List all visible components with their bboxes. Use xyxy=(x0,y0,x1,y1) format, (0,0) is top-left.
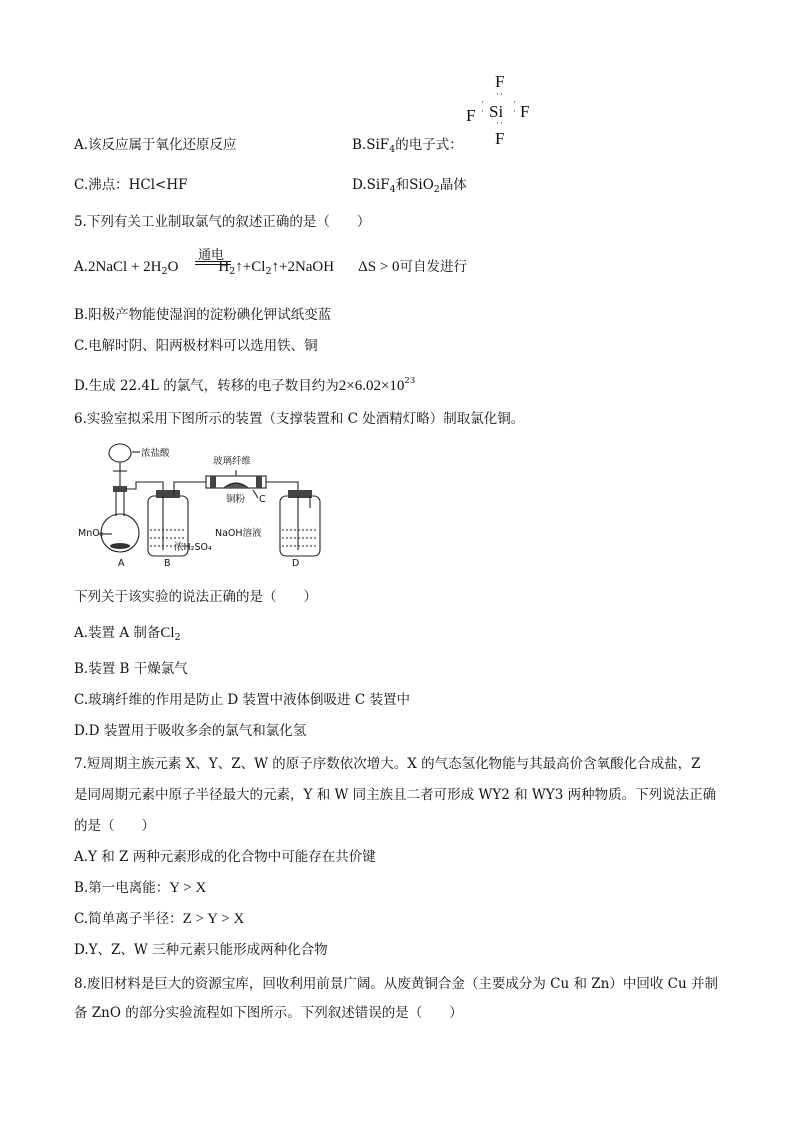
q6-stem: 6.实验室拟采用下图所示的装置（支撑装置和 C 处酒精灯略）制取氯化铜。 xyxy=(74,411,525,427)
q5-option-a-tail: 可自发进行 xyxy=(399,259,468,275)
q4-option-d-mid: 和SiO xyxy=(395,177,434,193)
q6-option-b: B.装置 B 干燥氯气 xyxy=(74,661,188,677)
q4-option-d-sub1: 4 xyxy=(389,184,396,195)
q7-stem-line2: 是同周期元素中原子半径最大的元素，Y 和 W 同主族且二者可形成 WY2 和 WY3 两种物质。下列说法正确 xyxy=(74,787,717,803)
q5-delta-s: ΔS > 0 xyxy=(358,259,400,275)
label-a: A xyxy=(118,558,125,569)
label-d: D xyxy=(292,558,300,569)
q5-eq-right2-sub: 2 xyxy=(265,266,272,277)
q7-option-c xyxy=(74,909,244,929)
label-b: B xyxy=(164,558,171,569)
q7-option-b xyxy=(74,878,206,898)
lewis-si: Si xyxy=(489,102,504,121)
q5-option-c: C.电解时阴、阳两极材料可以选用铁、铜 xyxy=(74,338,318,354)
lewis-dots-left: · · xyxy=(481,97,485,116)
q5-option-d xyxy=(74,371,415,396)
lewis-dots-top: ·· xyxy=(496,89,504,99)
q5-option-b: B.阳极产物能使湿润的淀粉碘化钾试纸变蓝 xyxy=(74,307,332,323)
label-conc-hcl: 浓盐酸 xyxy=(141,448,170,459)
lewis-f-left: F xyxy=(466,106,476,125)
q4-option-d-sub2: 2 xyxy=(433,184,440,195)
q6-option-a xyxy=(74,623,181,648)
label-c: C xyxy=(259,494,266,505)
q7-option-d: D.Y、Z、W 三种元素只能形成两种化合物 xyxy=(74,942,328,958)
q5-option-d-value: 2×6.02×10 xyxy=(338,378,405,394)
q5-option-d-prefix: D.生成 22.4L 的氯气，转移的电子数目约为 xyxy=(74,378,339,394)
q5-eq-right1-sub: 2 xyxy=(229,266,236,277)
lewis-f-top: F xyxy=(495,72,505,91)
q5-eq-left-tail: O xyxy=(167,259,179,275)
q4-option-d-suffix: 晶体 xyxy=(439,177,467,193)
q5-eq-left-sub: 2 xyxy=(161,266,168,277)
lewis-f-bottom: F xyxy=(495,129,505,148)
label-glass-fiber: 玻璃纤维 xyxy=(213,456,252,467)
q5-option-a-label: A. xyxy=(74,259,89,275)
q5-option-d-exp: 23 xyxy=(404,376,416,386)
q4-option-c: C.沸点：HCl<HF xyxy=(74,177,188,193)
q7-stem-line1: 7.短周期主族元素 X、Y、Z、W 的原子序数依次增大。X 的气态氢化物能与其最高价含氧酸化合成盐，Z xyxy=(74,756,701,772)
q6-option-a-sub: 2 xyxy=(174,632,181,643)
q8-stem-line2: 备 ZnO 的部分实验流程如下图所示。下列叙述错误的是（ ） xyxy=(74,1005,463,1021)
q4-option-b-suffix: 的电子式： xyxy=(395,137,463,153)
lewis-f-right: F xyxy=(520,102,530,121)
q6-option-c: C.玻璃纤维的作用是防止 D 装置中液体倒吸进 C 装置中 xyxy=(74,692,410,708)
q4-option-a: A.该反应属于氧化还原反应 xyxy=(74,137,237,153)
q5-stem: 5.下列有关工业制取氯气的叙述正确的是（ ） xyxy=(74,214,371,230)
q7-option-a: A.Y 和 Z 两种元素形成的化合物中可能存在共价键 xyxy=(74,849,376,865)
q5-option-a xyxy=(74,257,467,282)
q5-eq-right2: ↑+Cl xyxy=(235,259,266,275)
bottle-d xyxy=(280,496,320,556)
q6-option-a-formula: Cl xyxy=(160,625,175,641)
q7-option-c-prefix: C.简单离子半径： xyxy=(74,911,183,927)
q7-option-b-formula: Y > X xyxy=(169,880,207,896)
q6-option-d: D.D 装置用于吸收多余的氯气和氯化氢 xyxy=(74,723,307,739)
lewis-dots-bottom: ·· xyxy=(496,118,504,128)
funnel-bulb xyxy=(109,444,131,462)
label-naoh: NaOH溶液 xyxy=(215,528,262,539)
q7-stem-line3: 的是（ ） xyxy=(74,818,155,834)
q5-eq-left: 2NaCl + 2H xyxy=(88,259,162,275)
q4-option-d-prefix: D.SiF xyxy=(352,177,390,193)
q6-apparatus-figure xyxy=(78,438,338,572)
label-mno2: MnO₂ xyxy=(78,528,104,539)
q7-option-c-formula: Z > Y > X xyxy=(182,911,245,927)
q5-eq-condition: 通电 xyxy=(198,248,225,263)
q4-option-b-prefix: B.SiF xyxy=(352,137,390,153)
lewis-dots-right: · · xyxy=(513,97,517,116)
q5-eq-right1: H xyxy=(218,259,230,275)
q4-option-d xyxy=(352,175,467,200)
q8-stem-line1: 8.废旧材料是巨大的资源宝库，回收利用前景广阔。从废黄铜合金（主要成分为 Cu 和 Zn）中回收 Cu 并制 xyxy=(74,976,718,992)
q4-option-b xyxy=(352,135,463,160)
q6-option-a-prefix: A.装置 A 制备 xyxy=(74,625,161,641)
q7-option-b-prefix: B.第一电离能： xyxy=(74,880,170,896)
label-h2so4: 浓H₂SO₄ xyxy=(174,542,212,553)
q4-option-b-sub: 4 xyxy=(389,144,396,155)
label-copper: 铜粉 xyxy=(226,494,246,505)
sif4-lewis-structure xyxy=(462,72,542,152)
q5-eq-right3: ↑+2NaOH xyxy=(271,259,335,275)
q6-question: 下列关于该实验的说法正确的是（ ） xyxy=(74,589,317,605)
